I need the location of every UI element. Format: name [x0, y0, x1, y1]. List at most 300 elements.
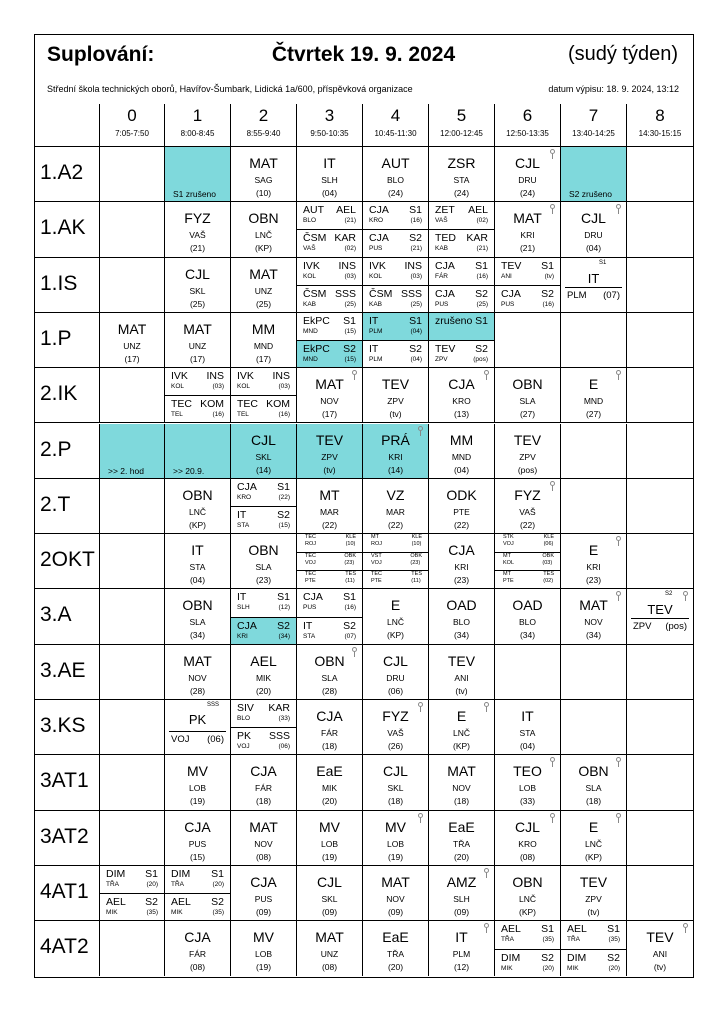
- teacher: FÁR: [321, 728, 338, 738]
- group-subject: PK: [237, 730, 252, 743]
- lesson-cell: [363, 424, 429, 479]
- split-group: [231, 479, 296, 506]
- group-right: [543, 571, 554, 585]
- teacher: NOV: [254, 838, 273, 849]
- group-room: (02): [476, 217, 488, 225]
- room: (06): [207, 734, 224, 745]
- class-cell: [35, 147, 100, 202]
- lesson-cell: [231, 202, 297, 257]
- group-label: S2: [145, 896, 158, 909]
- lesson-cell: [100, 313, 165, 368]
- split-group: [297, 202, 362, 229]
- key-icon: [483, 702, 490, 712]
- group-label: KOM: [200, 398, 224, 411]
- lesson-cell: [495, 700, 561, 755]
- lesson-cell: [429, 645, 495, 700]
- group-subject: CJA: [237, 619, 257, 632]
- lesson-cell: [429, 258, 495, 313]
- room: (20): [387, 962, 404, 973]
- group-room: (02): [344, 245, 356, 253]
- group-label: S2: [409, 343, 422, 356]
- room: (KP): [189, 519, 206, 530]
- lesson-cell: [627, 147, 693, 202]
- group-room: (35): [146, 909, 158, 917]
- group-teacher: ANI: [501, 272, 512, 280]
- lesson-cell: [100, 479, 165, 534]
- group-room: (20): [542, 964, 554, 972]
- room: (26): [387, 741, 404, 751]
- lesson-cell: [231, 700, 297, 755]
- group-room: (16): [212, 411, 224, 419]
- group-subject: ČSM: [303, 287, 327, 300]
- room: (pos): [517, 464, 538, 475]
- class-name: 3AT1: [40, 769, 89, 793]
- corner-cell: [35, 104, 100, 147]
- lesson-cell: [231, 866, 297, 921]
- lesson-cell: [627, 645, 693, 700]
- lesson-cell: [231, 755, 297, 810]
- group-label: S2: [343, 343, 356, 356]
- teacher: SKL: [189, 285, 206, 296]
- group-left: [503, 571, 514, 585]
- class-name: 1.AK: [40, 216, 86, 240]
- group-room: (16): [344, 604, 356, 612]
- split-group: [231, 700, 296, 727]
- class-cell: [35, 589, 100, 644]
- lesson-cell: [297, 313, 363, 368]
- split-group: [297, 617, 362, 644]
- lesson-cell: [231, 589, 297, 644]
- room: (09): [453, 906, 470, 917]
- lesson-cell: [495, 589, 561, 644]
- teacher: KRO: [452, 396, 471, 407]
- split-group: [363, 229, 428, 256]
- cancel-note: S2 zrušeno: [569, 189, 612, 200]
- group-label: KLE: [543, 534, 554, 541]
- room: (23): [255, 575, 272, 586]
- lesson-cell: [561, 866, 627, 921]
- teacher: SKL: [321, 893, 338, 904]
- room: (20): [453, 851, 470, 862]
- lesson-cell: [561, 258, 627, 313]
- class-name: 2.P: [40, 437, 72, 461]
- teacher: STA: [453, 175, 470, 185]
- subject: OBN: [248, 210, 279, 227]
- split-group: [231, 506, 296, 533]
- group-teacher: VAŠ: [303, 245, 316, 253]
- teacher: SLH: [453, 893, 470, 904]
- lesson-cell: [297, 534, 363, 589]
- lesson-cell: [561, 147, 627, 202]
- class-cell: [35, 313, 100, 368]
- lesson-cell: [100, 202, 165, 257]
- group-room: (35): [542, 936, 554, 944]
- lesson-cell: [297, 921, 363, 976]
- lesson-cell: [363, 866, 429, 921]
- group-teacher: TEL: [237, 411, 249, 419]
- group-subject: ČSM: [369, 287, 393, 300]
- split-group: [495, 285, 560, 312]
- subject: E: [588, 542, 599, 559]
- group-room: (03): [212, 383, 224, 391]
- room: (17): [189, 353, 206, 364]
- lesson-cell: [429, 866, 495, 921]
- lesson-cell: [495, 202, 561, 257]
- class-name: 2OKT: [40, 548, 95, 572]
- lesson-cell: [363, 589, 429, 644]
- subject: MV: [253, 929, 274, 946]
- lesson-cell: [627, 313, 693, 368]
- split-group: [297, 313, 362, 340]
- lesson-cell: [297, 202, 363, 257]
- room: (20): [321, 796, 338, 807]
- subject: CJA: [184, 818, 211, 835]
- teacher: ZPV: [321, 451, 338, 462]
- lesson-cell: [429, 368, 495, 423]
- room: (34): [519, 630, 536, 641]
- subject: IT: [587, 270, 600, 286]
- key-icon: [351, 370, 358, 380]
- room: (08): [255, 851, 272, 862]
- class-name: 1.A2: [40, 161, 84, 184]
- lesson-cell: [561, 921, 627, 976]
- tri-group: [495, 552, 560, 570]
- group-subject: CJA: [435, 287, 455, 300]
- group-left: [503, 553, 514, 567]
- teacher: MIK: [255, 672, 272, 683]
- teacher: ANI: [652, 949, 668, 960]
- class-cell: [35, 479, 100, 534]
- period-time: 13:40-14:25: [572, 129, 615, 138]
- group-subject: TEC: [305, 534, 316, 541]
- lesson-cell: [561, 589, 627, 644]
- period-header: [627, 104, 693, 147]
- group-subject: TEV: [435, 343, 456, 356]
- split-group: [297, 285, 362, 312]
- split-group: [297, 340, 362, 367]
- group-room: (33): [278, 715, 290, 722]
- lesson-cell: [165, 147, 231, 202]
- lesson-cell: [627, 866, 693, 921]
- group-teacher: TEL: [171, 411, 183, 419]
- lesson-cell: [495, 313, 561, 368]
- group-label: TES: [411, 571, 422, 578]
- group-subject: IVK: [369, 259, 386, 272]
- lesson-cell: [363, 258, 429, 313]
- group-teacher: BLO: [303, 217, 317, 225]
- group-subject: zrušeno: [435, 314, 473, 327]
- subject: OBN: [512, 376, 543, 393]
- lesson-cell: [363, 313, 429, 368]
- group-teacher: KRI: [237, 632, 248, 640]
- print-date: datum výpisu: 18. 9. 2024, 13:12: [548, 84, 679, 94]
- teacher: STA: [519, 728, 536, 738]
- group-room: (16): [410, 217, 422, 225]
- substitution-sheet: [34, 34, 694, 978]
- teacher: NOV: [386, 893, 405, 904]
- cancel-note: >> 2. hod: [108, 465, 144, 476]
- split-group: [363, 340, 428, 367]
- teacher: VAŠ: [519, 506, 536, 517]
- group-subject: EkPC: [303, 314, 330, 327]
- lesson-cell: [495, 479, 561, 534]
- group-teacher: MND: [303, 327, 318, 335]
- teacher: TŘA: [453, 838, 470, 849]
- group-teacher: ROJ: [371, 541, 382, 548]
- period-header: [363, 104, 429, 147]
- tri-group: [297, 552, 362, 570]
- group-subject: ČSM: [303, 232, 327, 245]
- teacher: VAŠ: [189, 230, 206, 241]
- lesson-cell: [100, 258, 165, 313]
- group-label: TES: [543, 571, 554, 578]
- room: (24): [453, 188, 470, 198]
- key-icon: [615, 536, 622, 546]
- period-header: [297, 104, 363, 147]
- group-room: (35): [608, 936, 620, 944]
- teacher: BLO: [452, 617, 470, 628]
- lesson-cell: [561, 424, 627, 479]
- teacher: KRI: [586, 562, 601, 573]
- teacher: NOV: [584, 617, 603, 628]
- lesson-cell: [429, 589, 495, 644]
- group-label: TES: [345, 571, 356, 578]
- subject: CJL: [515, 155, 540, 171]
- room: (23): [453, 575, 470, 586]
- group-room: (03): [278, 383, 290, 391]
- subject: ODK: [446, 486, 477, 503]
- group-teacher: MND: [303, 356, 318, 364]
- group-label: S2: [541, 951, 554, 964]
- teacher: LNČ: [188, 506, 206, 517]
- group-subject: AEL: [106, 896, 126, 909]
- teacher: PTE: [453, 506, 470, 517]
- group-subject: AEL: [171, 896, 191, 909]
- group-label: S2: [475, 343, 488, 356]
- lesson-cell: [231, 258, 297, 313]
- lesson-cell: [363, 811, 429, 866]
- teacher: LOB: [386, 838, 404, 849]
- cancel-note: S1 zrušeno: [173, 189, 216, 200]
- lesson-cell: [495, 811, 561, 866]
- subject: OBN: [182, 486, 213, 503]
- class-name: 3.A: [40, 603, 72, 627]
- teacher: ZPV: [387, 396, 404, 407]
- teacher: ANI: [454, 672, 469, 683]
- subject: MAT: [381, 873, 410, 890]
- lesson-cell: [561, 202, 627, 257]
- group-teacher: MIK: [171, 909, 183, 917]
- group-right: [542, 553, 554, 567]
- group-teacher: KOL: [503, 560, 515, 567]
- period-number: 8: [655, 106, 665, 125]
- period-time: 12:50-13:35: [506, 129, 549, 138]
- lesson-cell: [561, 645, 627, 700]
- group-label: OBK: [542, 553, 554, 560]
- subject: E: [588, 376, 599, 393]
- key-icon: [615, 757, 622, 767]
- group-teacher: VAŠ: [435, 217, 448, 225]
- subject: MAT: [513, 210, 542, 227]
- subject: MAT: [249, 265, 278, 282]
- group-left: [503, 534, 514, 548]
- lesson-cell: [363, 921, 429, 976]
- group-teacher: KAB: [303, 300, 317, 308]
- page-title: Suplování:: [47, 43, 155, 66]
- group-label: S2: [607, 951, 620, 964]
- subject: CJA: [448, 376, 475, 393]
- room: (04): [189, 575, 206, 586]
- underline: [631, 618, 689, 619]
- key-icon: [483, 370, 490, 380]
- subject: TEV: [646, 929, 674, 946]
- split-group: [561, 949, 626, 977]
- lesson-cell: [627, 921, 693, 976]
- lesson-cell: [100, 368, 165, 423]
- room: (28): [321, 685, 338, 696]
- subject: TEV: [647, 602, 673, 618]
- room: (34): [453, 630, 470, 641]
- group-label: SSS: [400, 287, 422, 300]
- group-room: (23): [344, 560, 355, 567]
- group-right: [411, 571, 422, 585]
- class-cell: [35, 866, 100, 921]
- group-label: S2: [277, 508, 290, 521]
- group-right: [544, 534, 554, 548]
- period-number: 1: [192, 106, 203, 125]
- teacher: MND: [253, 340, 274, 351]
- group-subject: TEC: [171, 398, 192, 411]
- subject: MAT: [579, 597, 608, 614]
- group-teacher: KOL: [369, 272, 383, 280]
- group-teacher: TŘA: [567, 936, 580, 944]
- class-cell: [35, 534, 100, 589]
- group-label: S1: [607, 923, 620, 936]
- group-room: (07): [344, 632, 356, 640]
- lesson-cell: [165, 921, 231, 976]
- teacher: SLA: [189, 617, 206, 628]
- group-label: S1: [343, 314, 356, 327]
- subject: CJL: [185, 265, 210, 282]
- lesson-cell: [100, 755, 165, 810]
- teacher: DRU: [584, 230, 603, 241]
- split-group: [100, 893, 164, 920]
- group-label: INS: [272, 370, 290, 383]
- class-name: 3.AE: [40, 658, 86, 682]
- group-subject: IVK: [237, 370, 254, 383]
- group-left: [305, 534, 316, 548]
- subject: TEV: [579, 873, 608, 890]
- lesson-cell: [561, 368, 627, 423]
- subject: CJA: [316, 708, 343, 724]
- split-group: [363, 285, 428, 312]
- subject: TEV: [513, 431, 542, 448]
- teacher: MAR: [320, 506, 339, 517]
- room: (04): [321, 188, 338, 198]
- group-teacher: KRO: [237, 493, 252, 501]
- lesson-cell: [297, 479, 363, 534]
- teacher: SLA: [255, 562, 272, 573]
- group-teacher: VOJ: [503, 541, 514, 548]
- period-time: 10:45-11:30: [374, 129, 417, 138]
- teacher: PLM: [567, 289, 587, 301]
- lesson-cell: [363, 368, 429, 423]
- room: (33): [519, 796, 536, 807]
- split-group: [231, 395, 296, 422]
- group-room: (22): [278, 493, 290, 501]
- group-label: INS: [206, 370, 224, 383]
- subject: OBN: [578, 763, 609, 780]
- teacher: MAR: [386, 506, 405, 517]
- subject: CJL: [251, 431, 276, 448]
- group-teacher: KOL: [237, 383, 251, 391]
- group-teacher: PLM: [369, 356, 383, 364]
- group-room: (10): [411, 541, 422, 548]
- subject: MM: [449, 431, 474, 448]
- lesson-cell: [297, 755, 363, 810]
- period-time: 12:00-12:45: [440, 129, 483, 138]
- teacher: LNČ: [452, 728, 470, 738]
- lesson-cell: [561, 313, 627, 368]
- group-subject: TEC: [237, 398, 258, 411]
- lesson-cell: [429, 921, 495, 976]
- class-name: 2.IK: [40, 382, 78, 406]
- subject: E: [456, 708, 467, 724]
- split-group: [561, 921, 626, 949]
- group-room: (20): [608, 964, 620, 972]
- lesson-cell: [231, 811, 297, 866]
- group-teacher: MIK: [567, 964, 579, 972]
- period-time: 7:05-7:50: [115, 129, 149, 138]
- group-teacher: PUS: [369, 245, 383, 253]
- lesson-cell: [165, 645, 231, 700]
- period-number: 3: [324, 106, 335, 125]
- group-teacher: SLH: [237, 604, 250, 612]
- group-label: S2: [343, 619, 356, 632]
- split-group: [495, 921, 560, 949]
- room: (08): [519, 851, 536, 862]
- lesson-cell: [495, 368, 561, 423]
- subject: MAT: [117, 320, 147, 337]
- teacher: KRO: [518, 838, 537, 849]
- group-subject: DIM: [501, 951, 521, 964]
- group-subject: MT: [503, 571, 511, 578]
- group-room: (23): [410, 560, 421, 567]
- room: (04): [453, 464, 470, 475]
- group-room: (04): [410, 356, 422, 364]
- room: (23): [585, 575, 602, 586]
- class-name: 3AT2: [40, 824, 89, 848]
- split-group: [165, 368, 230, 395]
- group-room: (21): [410, 245, 422, 253]
- key-icon: [615, 204, 622, 214]
- subject: MAT: [249, 155, 278, 171]
- group-teacher: ROJ: [305, 541, 316, 548]
- lesson-cell: [495, 424, 561, 479]
- group-teacher: BLO: [237, 715, 251, 722]
- lesson-cell: [165, 755, 231, 810]
- lesson-cell: [495, 866, 561, 921]
- teacher: ZPV: [519, 451, 536, 462]
- group-room: (16): [278, 411, 290, 419]
- split-group: [495, 258, 560, 285]
- group-subject: CJA: [303, 591, 323, 604]
- group-teacher: MIK: [501, 964, 513, 972]
- lesson-cell: [297, 811, 363, 866]
- room: (tv): [653, 962, 667, 973]
- room: (27): [585, 409, 602, 420]
- group-subject: AEL: [501, 923, 521, 936]
